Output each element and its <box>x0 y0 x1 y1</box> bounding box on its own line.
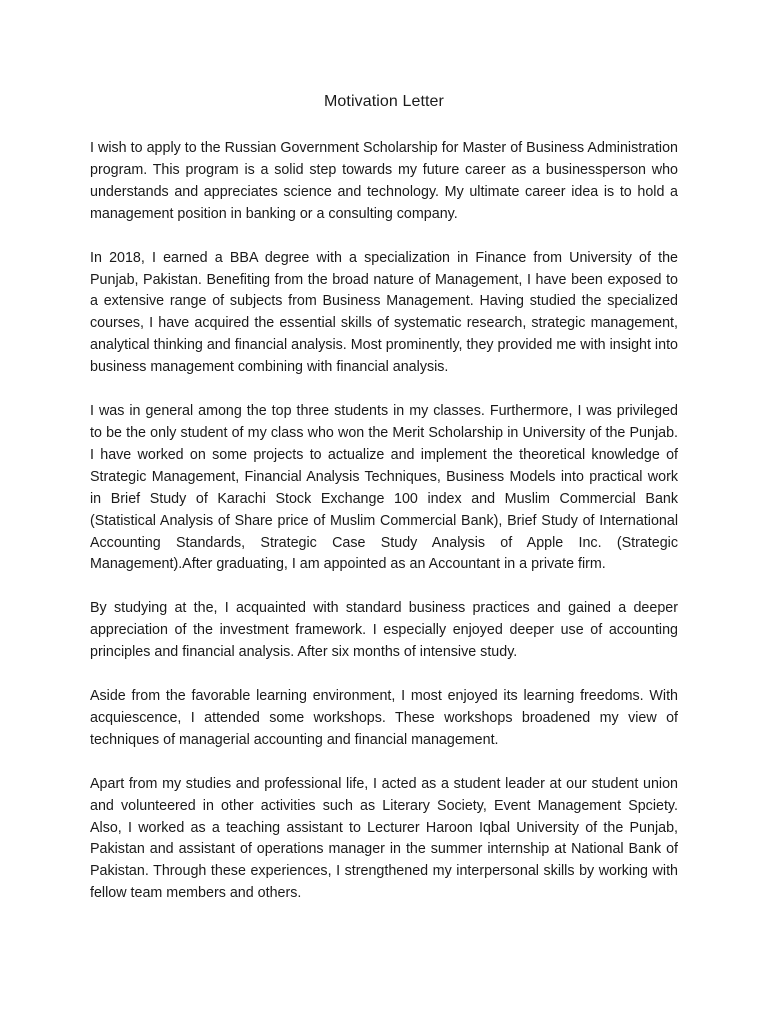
paragraph-education: In 2018, I earned a BBA degree with a specialization in Finance from University of the Punjab, Pakistan. Benefiting from the broad nature of Management, I have been exposed to a extensive range of subjects from Business Management. Having studied the specialized courses, I have acquired the essential skills of systematic research, strategic management, analytical thinking and financial analysis. Most prominently, they provided me with insight into business management combining with financial analysis. <box>90 249 678 376</box>
paragraph-learning-environment: Aside from the favorable learning environment, I most enjoyed its learning freedoms. With acquiescence, I attended some workshops. These workshops broadened my view of techniques of managerial accounting and financial management. <box>90 688 678 748</box>
paragraph-achievements: I was in general among the top three students in my classes. Furthermore, I was privileged to be the only student of my class who won the Merit Scholarship in University of the Punjab. I have worked on some projects to actualize and implement the theoretical knowledge of Strategic Management, Financial Analysis Techniques, Business Models into practical work in Brief Study of Karachi Stock Exchange 100 index and Muslim Commercial Bank (Statistical Analysis of Share price of Muslim Commercial Bank), Brief Study of International Accounting Standards, Strategic Case Study Analysis of Apple Inc. (Strategic Management).After graduating, I am appointed as an Accountant in a private firm. <box>90 403 678 573</box>
paragraph-study-experience: By studying at the, I acquainted with standard business practices and gained a deeper appreciation of the investment framework. I especially enjoyed deeper use of accounting principles and financial analysis. After six months of intensive study. <box>90 600 678 661</box>
paragraph-extracurricular: Apart from my studies and professional life, I acted as a student leader at our student union and volunteered in other activities such as Literary Society, Event Management Spciety. Also, I worked as a teaching assistant to Lecturer Haroon Iqbal University of the Punjab, Pakistan and assistant of operations manager in the summer internship at National Bank of Pakistan. Through these experiences, I strengthened my interpersonal skills by working with fellow team members and others. <box>90 775 678 902</box>
letter-page <box>90 90 678 927</box>
paragraph-intro: I wish to apply to the Russian Government Scholarship for Master of Business Administration program. This program is a solid step towards my future career as a businessperson who understands and appreciates science and technology. My ultimate career idea is to hold a management position in banking or a consulting company. <box>90 140 678 222</box>
page-title: Motivation Letter <box>324 93 444 110</box>
